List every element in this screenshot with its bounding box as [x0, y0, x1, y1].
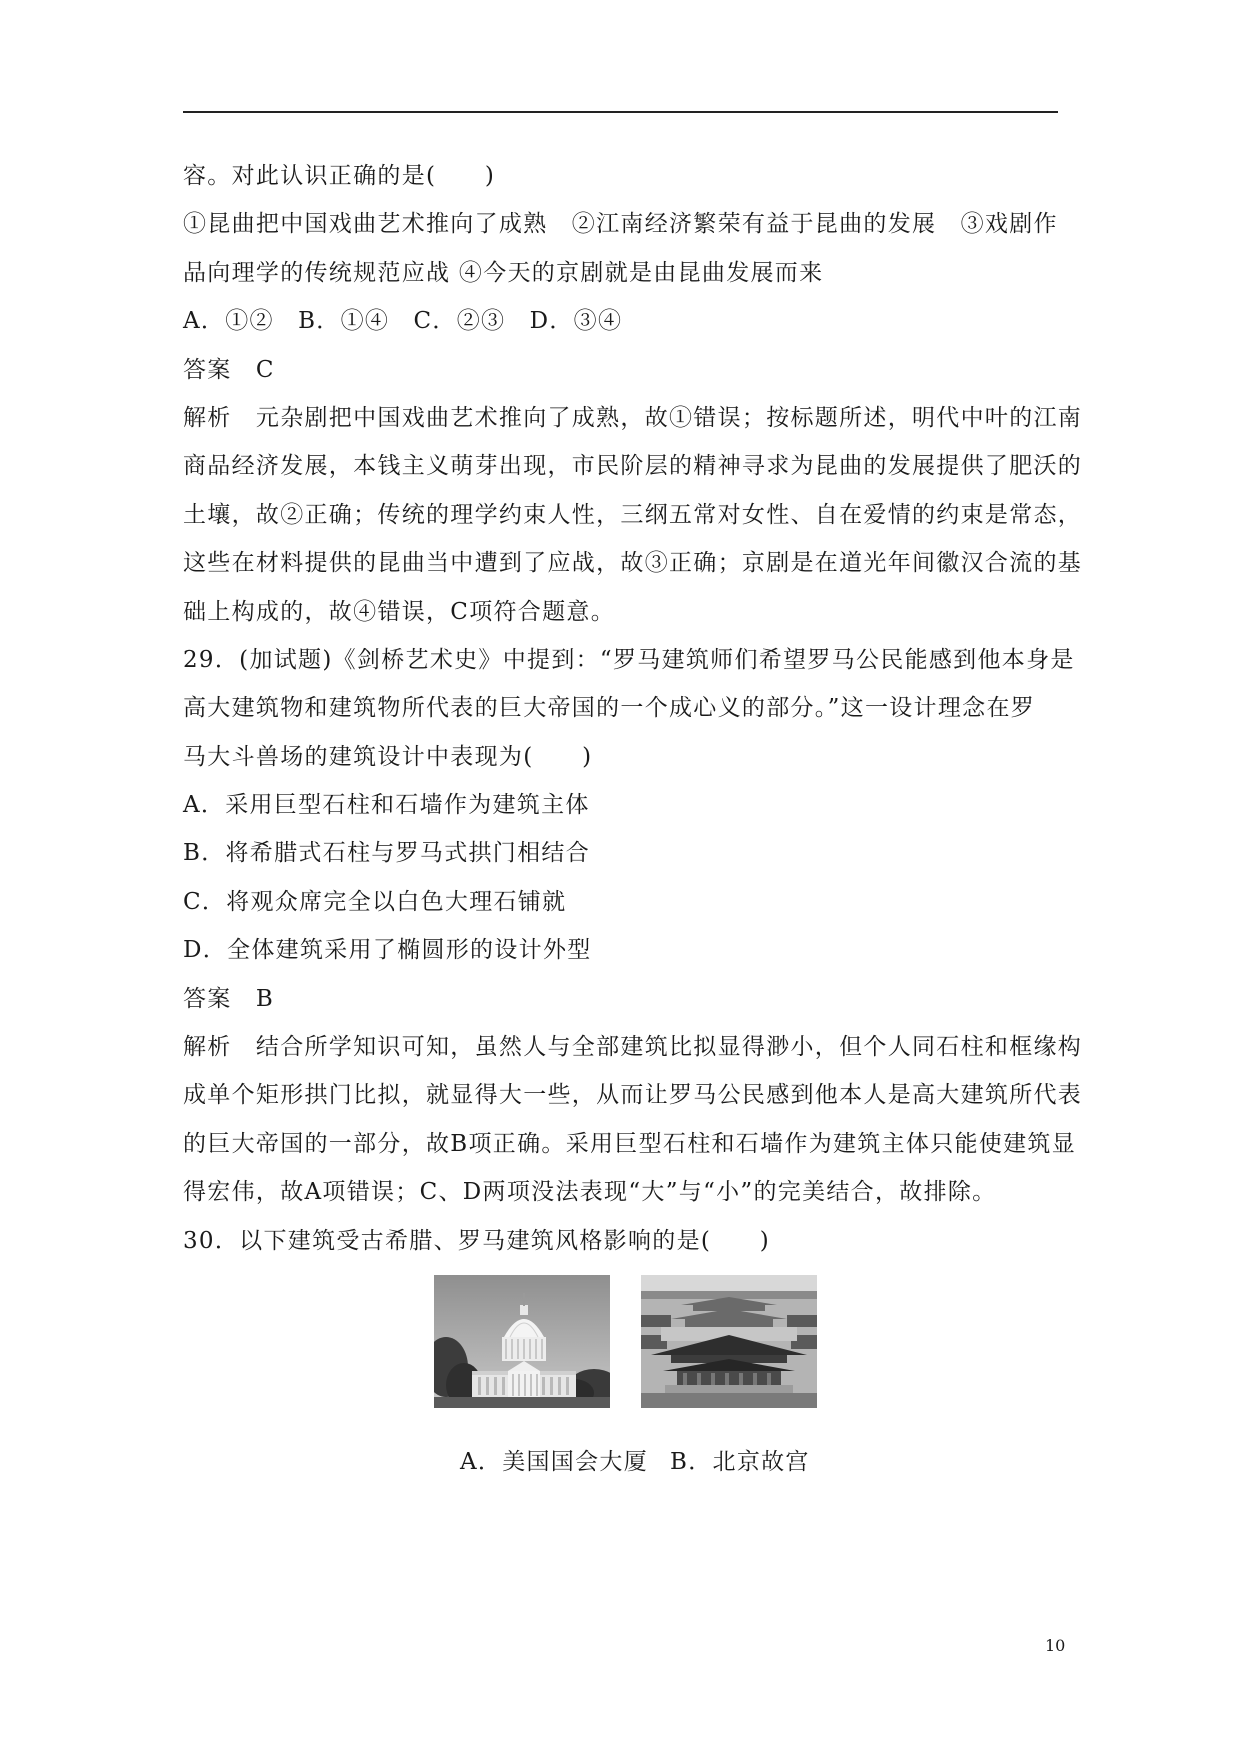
figure-caption	[460, 1443, 810, 1476]
document-body	[183, 152, 1083, 1265]
answer-line: 答案 B	[183, 985, 275, 1012]
answer-line: 答案 C	[183, 356, 275, 383]
page-number: 10	[1045, 1636, 1066, 1655]
option-b: B．将希腊式石柱与罗马式拱门相结合	[183, 840, 591, 867]
explanation-line: 得宏伟，故A项错误；C、D两项没法表现“大”与“小”的完美结合，故排除。	[183, 1179, 997, 1206]
question-line: 高大建筑物和建筑物所代表的巨大帝国的一个成心义的部分。”这一设计理念在罗	[183, 695, 1036, 722]
question-line: 29．(加试题)《剑桥艺术史》中提到：“罗马建筑师们希望罗马公民能感到他本身是	[183, 646, 1075, 673]
options-line: A．①② B．①④ C．②③ D．③④	[183, 308, 623, 335]
explanation-line: 解析 结合所学知识可知，虽然人与全部建筑比拟显得渺小，但个人同石柱和框缘构	[183, 1034, 1083, 1061]
option-c: C．将观众席完全以白色大理石铺就	[183, 888, 567, 915]
explanation-line: 商品经济发展，本钱主义萌芽出现，市民阶层的精神寻求为昆曲的发展提供了肥沃的	[183, 453, 1083, 480]
explanation-line: 础上构成的，故④错误，C项符合题意。	[183, 598, 615, 625]
capitol-building-photo	[434, 1275, 610, 1408]
forbidden-city-photo	[641, 1275, 817, 1408]
explanation-line: 成单个矩形拱门比拟，就显得大一些，从而让罗马公民感到他本人是高大建筑所代表	[183, 1082, 1083, 1109]
header-rule	[183, 111, 1058, 113]
option-d: D．全体建筑采用了椭圆形的设计外型	[183, 937, 592, 964]
question-line: 30．以下建筑受古希腊、罗马建筑风格影响的是( )	[183, 1227, 771, 1254]
explanation-line: 土壤，故②正确；传统的理学约束人性，三纲五常对女性、自在爱情的约束是常态，	[183, 501, 1083, 528]
explanation-line: 的巨大帝国的一部分，故B项正确。采用巨型石柱和石墙作为建筑主体只能使建筑显	[183, 1130, 1077, 1157]
caption-b: B．北京故宫	[670, 1449, 810, 1475]
caption-a: A．美国国会大厦	[460, 1449, 649, 1475]
explanation-line: 解析 元杂剧把中国戏曲艺术推向了成熟，故①错误；按标题所述，明代中叶的江南	[183, 404, 1083, 431]
explanation-line: 这些在材料提供的昆曲当中遭到了应战，故③正确；京剧是在道光年间徽汉合流的基	[183, 550, 1083, 577]
text-line: 品向理学的传统规范应战 ④今天的京剧就是由昆曲发展而来	[183, 259, 824, 286]
figure-row	[434, 1275, 834, 1408]
text-line: ①昆曲把中国戏曲艺术推向了成熟 ②江南经济繁荣有益于昆曲的发展 ③戏剧作	[183, 211, 1058, 238]
question-line: 马大斗兽场的建筑设计中表现为( )	[183, 743, 593, 770]
text-line: 容。对此认识正确的是( )	[183, 163, 496, 189]
option-a: A．采用巨型石柱和石墙作为建筑主体	[183, 792, 590, 819]
